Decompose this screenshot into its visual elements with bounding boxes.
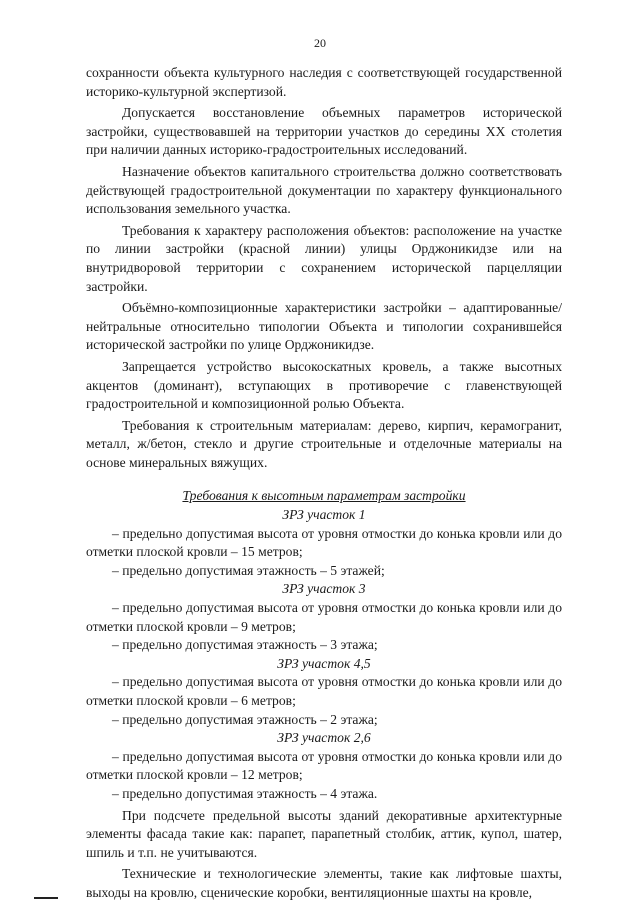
- zone-height-limit: – предельно допустимая высота от уровня отмостки до конька кровли или до отметки плоской кровли – 9 метров;: [86, 600, 562, 634]
- zone-floors-limit: – предельно допустимая этажность – 5 этажей;: [112, 562, 385, 578]
- page-edge-mark: [34, 897, 58, 899]
- zone-floors-limit: – предельно допустимая этажность – 2 этажа;: [112, 711, 378, 727]
- paragraph: Допускается восстановление объемных параметров исторической застройки, существовавшей на территории участков до середины XX столетия при наличии данных историко-градостроительных исследований.: [86, 105, 562, 158]
- zone-heading: ЗРЗ участок 2,6: [277, 730, 371, 746]
- zone-floors-limit: – предельно допустимая этажность – 3 этажа;: [112, 637, 378, 653]
- paragraph: Технические и технологические элементы, такие как лифтовые шахты, выходы на кровлю, сценические коробки, вентиляционные шахты на кровле,: [86, 866, 562, 900]
- zone-floors-limit: – предельно допустимая этажность – 4 этажа.: [112, 785, 378, 801]
- paragraph: Требования к характеру расположения объектов: расположение на участке по линии застройки (красной линии) улицы Орджоникидзе или на внутридворовой территории с сохранением исторической парцелляции застройки.: [86, 222, 562, 294]
- paragraph: Запрещается устройство высокоскатных кровель, а также высотных акцентов (доминант), вступающих в противоречие с главенствующей градостроительной и композиционной ролью Объекта.: [86, 358, 562, 412]
- paragraph: Требования к строительным материалам: дерево, кирпич, керамогранит, металл, ж/бетон, стекло и другие строительные и отделочные материалы на основе минеральных вяжущих.: [86, 417, 562, 470]
- zone-heading: ЗРЗ участок 3: [282, 581, 366, 597]
- document-body: [86, 64, 562, 903]
- paragraph: сохранности объекта культурного наследия с соответствующей государственной историко-культурной экспертизой.: [86, 65, 562, 99]
- paragraph: При подсчете предельной высоты зданий декоративные архитектурные элементы фасада такие как: парапет, парапетный столбик, аттик, купол, шатер, шпиль и т.п. не учитываются.: [86, 807, 562, 860]
- paragraph: Объёмно-композиционные характеристики застройки – адаптированные/ нейтральные относительно типологии Объекта и типологии сохранившейся исторической застройки по улице Орджоникидзе.: [86, 300, 562, 353]
- zone-height-limit: – предельно допустимая высота от уровня отмостки до конька кровли или до отметки плоской кровли – 15 метров;: [86, 525, 562, 560]
- zone-heading: ЗРЗ участок 4,5: [277, 655, 371, 671]
- zone-heading: ЗРЗ участок 1: [282, 507, 366, 523]
- paragraph: Назначение объектов капитального строительства должно соответствовать действующей градостроительной документации по характеру функционального использования земельного участка.: [86, 163, 562, 217]
- zone-height-limit: – предельно допустимая высота от уровня отмостки до конька кровли или до отметки плоской кровли – 6 метров;: [86, 674, 562, 708]
- zone-height-limit: – предельно допустимая высота от уровня отмостки до конька кровли или до отметки плоской кровли – 12 метров;: [86, 748, 562, 783]
- page-number: 20: [314, 36, 326, 50]
- section-title: Требования к высотным параметрам застройки: [182, 488, 466, 504]
